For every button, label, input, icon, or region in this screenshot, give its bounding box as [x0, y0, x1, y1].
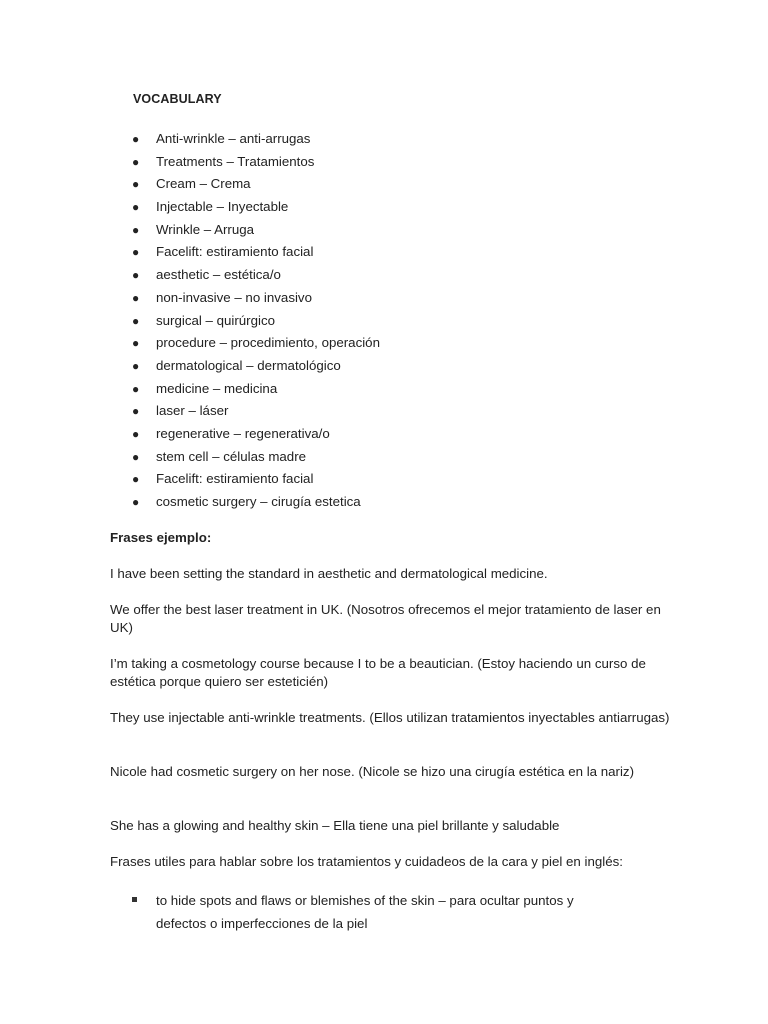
example-sentence: I have been setting the standard in aesthetic and dermatological medicine. [110, 566, 548, 581]
bullet-icon: ● [132, 313, 140, 328]
bullet-icon: ● [132, 358, 140, 373]
vocabulary-item [0, 287, 768, 310]
vocabulary-item [0, 400, 768, 423]
vocabulary-item-text: dermatological – dermatológico [156, 357, 341, 373]
vocabulary-heading: VOCABULARY [133, 92, 222, 106]
vocabulary-item-text: medicine – medicina [156, 380, 278, 396]
bullet-icon: ● [132, 495, 140, 509]
vocabulary-item-text: Injectable – Inyectable [156, 199, 289, 215]
vocabulary-item [0, 355, 768, 378]
vocabulary-item-text: surgical – quirúrgico [156, 312, 275, 328]
example-sentence: We offer the best laser treatment in UK. (Nosotros ofrecemos el mejor tratamiento de laser en UK) [110, 602, 661, 636]
vocabulary-item-text: procedure – procedimiento, operación [156, 335, 380, 351]
bullet-icon: ● [132, 404, 140, 419]
vocabulary-item [0, 219, 768, 242]
vocabulary-list [0, 128, 768, 514]
useful-phrases-title: Frases utiles para hablar sobre los tratamientos y cuidadeos de la cara y piel en inglés: [110, 854, 623, 869]
vocabulary-item-text: cosmetic surgery – cirugía estetica [156, 494, 361, 509]
vocabulary-item-text: Treatments – Tratamientos [156, 153, 315, 169]
example-sentence: Nicole had cosmetic surgery on her nose. (Nicole se hizo una cirugía estética en la nariz) [110, 764, 635, 779]
bullet-icon: ● [132, 472, 140, 487]
examples-title: Frases ejemplo: [110, 530, 212, 545]
vocabulary-item-text: aesthetic – estética/o [156, 267, 281, 283]
example-sentence: I’m taking a cosmetology course because I to be a beautician. (Estoy haciendo un curso de estética porque quiero ser esteticién) [110, 656, 646, 690]
square-bullet-icon [132, 897, 137, 902]
vocabulary-item [0, 196, 768, 219]
vocabulary-item [0, 264, 768, 287]
bullet-icon: ● [132, 268, 140, 283]
vocabulary-item-text: stem cell – células madre [156, 448, 307, 464]
example-sentence: She has a glowing and healthy skin – Ella tiene una piel brillante y saludable [110, 818, 560, 833]
vocabulary-item [0, 468, 768, 491]
vocabulary-item-text: regenerative – regenerativa/o [156, 425, 330, 441]
vocabulary-item-text: non-invasive – no invasivo [156, 289, 312, 305]
bullet-icon: ● [132, 222, 140, 237]
vocabulary-item-text: Facelift: estiramiento facial [156, 244, 314, 260]
vocabulary-item [0, 151, 768, 174]
bullet-icon: ● [132, 290, 140, 305]
vocabulary-item [0, 446, 768, 469]
useful-phrases-list [0, 889, 768, 935]
vocabulary-item-text: Cream – Crema [156, 176, 251, 192]
vocabulary-item-text: Anti-wrinkle – anti-arrugas [156, 131, 311, 146]
vocabulary-item [0, 128, 768, 151]
vocabulary-item [0, 173, 768, 196]
vocabulary-item [0, 423, 768, 446]
vocabulary-item [0, 332, 768, 355]
bullet-icon: ● [132, 426, 140, 441]
bullet-icon: ● [132, 177, 140, 192]
useful-phrase-item [0, 889, 626, 935]
bullet-icon: ● [132, 245, 140, 260]
vocabulary-item [0, 491, 768, 514]
bullet-icon: ● [132, 449, 140, 464]
example-sentence: They use injectable anti-wrinkle treatments. (Ellos utilizan tratamientos inyectables antiarrugas) [110, 710, 670, 725]
bullet-icon: ● [132, 336, 140, 351]
bullet-icon: ● [132, 381, 140, 396]
vocabulary-item-text: laser – láser [156, 403, 229, 419]
vocabulary-item [0, 241, 768, 264]
vocabulary-item [0, 378, 768, 401]
vocabulary-item-text: Wrinkle – Arruga [156, 221, 255, 237]
bullet-icon: ● [132, 132, 140, 146]
useful-phrase-text: to hide spots and flaws or blemishes of the skin – para ocultar puntos y defectos o imperfecciones de la piel [156, 893, 574, 931]
bullet-icon: ● [132, 200, 140, 215]
vocabulary-item [0, 310, 768, 333]
bullet-icon: ● [132, 154, 140, 169]
vocabulary-item-text: Facelift: estiramiento facial [156, 471, 314, 487]
